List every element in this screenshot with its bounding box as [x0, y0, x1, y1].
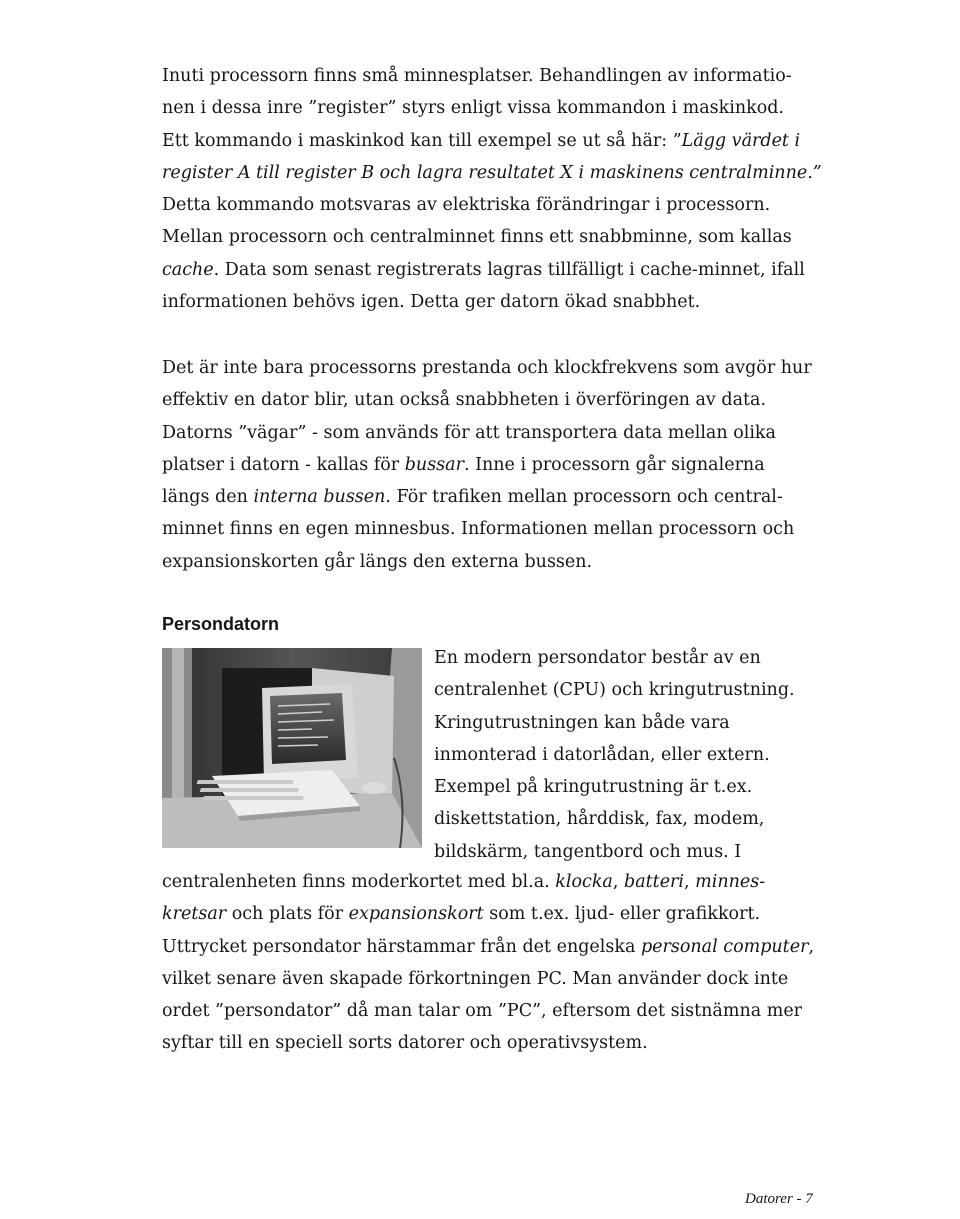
text-run: . Data som senast registrerats lagras tillfälligt i cache-minnet, ifall	[213, 259, 805, 280]
text-run: som t.ex. ljud- eller grafikkort.	[483, 904, 761, 925]
text-line	[162, 125, 852, 157]
text-line	[162, 189, 852, 221]
text-line	[162, 1027, 852, 1059]
text-line	[162, 352, 852, 384]
text-run: informationen behövs igen. Detta ger datorn ökad snabbhet.	[162, 292, 701, 313]
paragraph-data-buses	[162, 352, 852, 578]
text-run: och plats för	[226, 904, 349, 925]
text-line	[434, 836, 854, 868]
text-run: ,	[684, 872, 696, 892]
emphasized-term: klocka	[555, 872, 613, 892]
text-run: syftar till en speciell sorts datorer och operativsystem.	[162, 1033, 648, 1054]
text-run: minnet finns en egen minnesbus. Informationen mellan processorn och	[162, 519, 795, 540]
text-run: ,	[808, 936, 815, 957]
text-run: Mellan processorn och centralminnet finns ett snabbminne, som kallas	[162, 227, 792, 248]
text-run: Uttrycket persondator härstammar från det engelska	[162, 936, 641, 957]
text-run: vilket senare även skapade förkortningen PC. Man använder dock inte	[162, 968, 789, 989]
section-heading: Persondatorn	[162, 614, 280, 634]
emphasized-term: batteri	[624, 872, 685, 892]
text-line	[162, 513, 852, 545]
text-run: Datorns ”vägar” - som används för att transportera data mellan olika	[162, 422, 776, 443]
text-run: platser i datorn - kallas för	[162, 454, 405, 475]
paragraph-personal-computer-details	[162, 866, 852, 1060]
text-line	[162, 157, 852, 189]
computer-workstation-photo	[162, 648, 422, 848]
text-line	[434, 771, 854, 803]
page-footer: Datorer - 7	[745, 1191, 813, 1207]
text-line	[162, 60, 852, 92]
emphasized-term: cache	[162, 259, 214, 280]
text-run: centralenheten finns moderkortet med bl.a.	[162, 872, 556, 892]
text-line	[162, 449, 852, 481]
emphasized-term: expansionskort	[348, 904, 484, 925]
text-run: . Inne i processorn går signalerna	[463, 454, 765, 475]
text-run: expansionskorten går längs den externa bussen.	[162, 551, 593, 572]
text-run: effektiv en dator blir, utan också snabbheten i överföringen av data.	[162, 390, 767, 411]
text-line	[434, 803, 854, 835]
text-line	[162, 931, 852, 963]
text-line	[162, 995, 852, 1027]
text-line	[162, 963, 852, 995]
text-line	[434, 642, 854, 674]
paragraph-personal-computer-intro	[434, 642, 854, 868]
emphasized-term: Lägg värdet i	[681, 130, 801, 151]
text-line	[162, 221, 852, 253]
text-run: . För trafiken mellan processorn och central-	[385, 487, 783, 508]
text-run: nen i dessa inre ”register” styrs enligt vissa kommandon i maskinkod.	[162, 98, 785, 119]
text-run: Inuti processorn finns små minnesplatser. Behandlingen av informatio-	[162, 66, 792, 86]
text-run: En modern persondator består av en	[434, 648, 761, 668]
text-line	[162, 254, 852, 286]
emphasized-term: kretsar	[162, 904, 227, 925]
text-run: bildskärm, tangentbord och mus. I	[434, 841, 742, 862]
emphasized-term: bussar	[404, 454, 464, 475]
emphasized-term: interna bussen	[253, 487, 386, 508]
emphasized-term: register A till register B och lagra resultatet X i maskinens centralminne.”	[162, 162, 822, 183]
text-run: Det är inte bara processorns prestanda och klockfrekvens som avgör hur	[162, 358, 812, 378]
text-line	[434, 707, 854, 739]
text-run: längs den	[162, 487, 254, 508]
text-run: ,	[612, 872, 624, 892]
text-run: diskettstation, hårddisk, fax, modem,	[434, 809, 765, 830]
text-run: Kringutrustningen kan både vara	[434, 712, 730, 733]
emphasized-term: personal computer	[640, 936, 809, 957]
text-run: Ett kommando i maskinkod kan till exempel se ut så här: ”	[162, 130, 682, 151]
text-line	[162, 866, 852, 898]
text-line	[162, 286, 852, 318]
text-line	[162, 898, 852, 930]
text-run: centralenhet (CPU) och kringutrustning.	[434, 680, 795, 701]
text-line	[162, 417, 852, 449]
emphasized-term: minnes-	[695, 872, 766, 892]
text-line	[162, 92, 852, 124]
text-line	[434, 739, 854, 771]
text-line	[162, 481, 852, 513]
text-run: ordet ”persondator” då man talar om ”PC”, eftersom det sistnämna mer	[162, 1001, 803, 1022]
paragraph-processor-registers	[162, 60, 852, 318]
text-line	[162, 384, 852, 416]
text-run: inmonterad i datorlådan, eller extern.	[434, 744, 770, 765]
text-run: Detta kommando motsvaras av elektriska förändringar i processorn.	[162, 195, 771, 216]
text-line	[434, 674, 854, 706]
text-line	[162, 546, 852, 578]
text-run: Exempel på kringutrustning är t.ex.	[434, 777, 753, 798]
